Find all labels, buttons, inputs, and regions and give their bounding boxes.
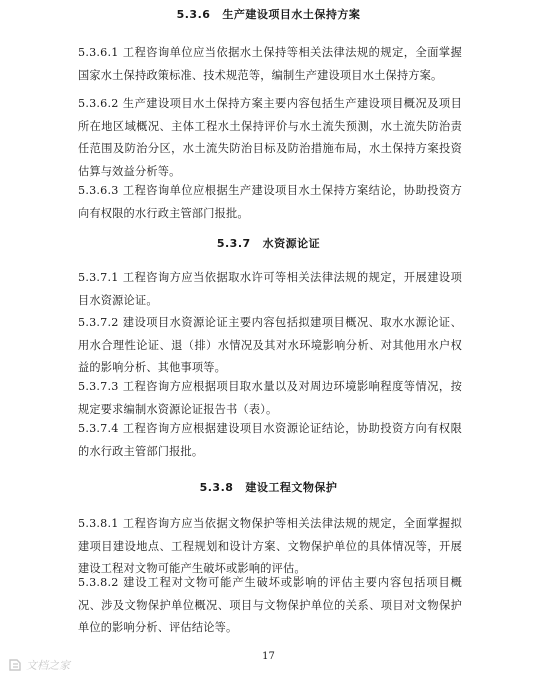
paragraph (78, 376, 462, 421)
paragraph (78, 180, 462, 225)
paragraph-text: 工程咨询方应根据项目取水量以及对周边环境影响程度等情况，按规定要求编制水资源论证报告书（表）。 (78, 380, 462, 416)
paragraph (78, 267, 462, 312)
paragraph-text: 工程咨询方应当依据文物保护等相关法律法规的规定，全面掌握拟建项目建设地点、工程规划和设计方案、文物保护单位的具体情况等，开展建设工程对文物可能产生破坏或影响的评估。 (78, 517, 462, 576)
paragraph-number: 5.3.7.4 (78, 422, 119, 435)
paragraph-number: 5.3.6.1 (78, 46, 119, 59)
watermark (8, 655, 80, 675)
paragraph-text: 建设项目水资源论证主要内容包括拟建项目概况、取水水源论证、用水合理性论证、退（排）水情况及其对水环境影响分析、对其他用水户权益的影响分析、其他事项等。 (78, 316, 462, 375)
paragraph-number: 5.3.7.3 (78, 380, 119, 393)
section-heading (0, 481, 537, 495)
paragraph (78, 312, 462, 380)
section-title: 水资源论证 (262, 237, 321, 250)
paragraph (78, 93, 462, 184)
paragraph-number: 5.3.7.2 (78, 316, 119, 329)
paragraph (78, 418, 462, 463)
section-heading (0, 237, 537, 251)
paragraph-number: 5.3.7.1 (78, 271, 119, 284)
paragraph-number: 5.3.6.2 (78, 97, 119, 110)
paragraph-text: 工程咨询单位应当依据水土保持等相关法律法规的规定，全面掌握国家水土保持政策标准、技术规范等，编制生产建设项目水土保持方案。 (78, 46, 462, 82)
section-title: 建设工程文物保护 (245, 481, 338, 494)
paragraph-text: 工程咨询单位应根据生产建设项目水土保持方案结论，协助投资方向有权限的水行政主管部门报批。 (78, 184, 462, 220)
paragraph-text: 工程咨询方应根据建设项目水资源论证结论，协助投资方向有权限的水行政主管部门报批。 (78, 422, 462, 458)
section-title: 生产建设项目水土保持方案 (222, 8, 361, 21)
paragraph-text: 建设工程对文物可能产生破坏或影响的评估主要内容包括项目概况、涉及文物保护单位概况、项目与文物保护单位的关系、项目对文物保护单位的影响分析、评估结论等。 (78, 576, 462, 635)
paragraph (78, 42, 462, 87)
paragraph (78, 513, 462, 581)
paragraph-number: 5.3.8.1 (78, 517, 119, 530)
paragraph-number: 5.3.6.3 (78, 184, 119, 197)
logo-icon (8, 658, 24, 672)
section-number: 5.3.6 (176, 8, 211, 21)
watermark-text: 文档之家 (26, 659, 70, 672)
paragraph (78, 572, 462, 640)
section-number: 5.3.8 (199, 481, 234, 494)
paragraph-text: 工程咨询方应当依据取水许可等相关法律法规的规定，开展建设项目水资源论证。 (78, 271, 462, 307)
paragraph-text: 生产建设项目水土保持方案主要内容包括生产建设项目概况及项目所在地区域概况、主体工程水土保持评价与水土流失预测，水土流失防治责任范围及防治分区，水土流失防治目标及防治措施布局，水土保持方案投资估算与效益分析等。 (78, 97, 462, 179)
section-heading (0, 8, 537, 22)
page-number: 17 (262, 651, 275, 662)
section-number: 5.3.7 (216, 237, 251, 250)
paragraph-number: 5.3.8.2 (78, 576, 119, 589)
